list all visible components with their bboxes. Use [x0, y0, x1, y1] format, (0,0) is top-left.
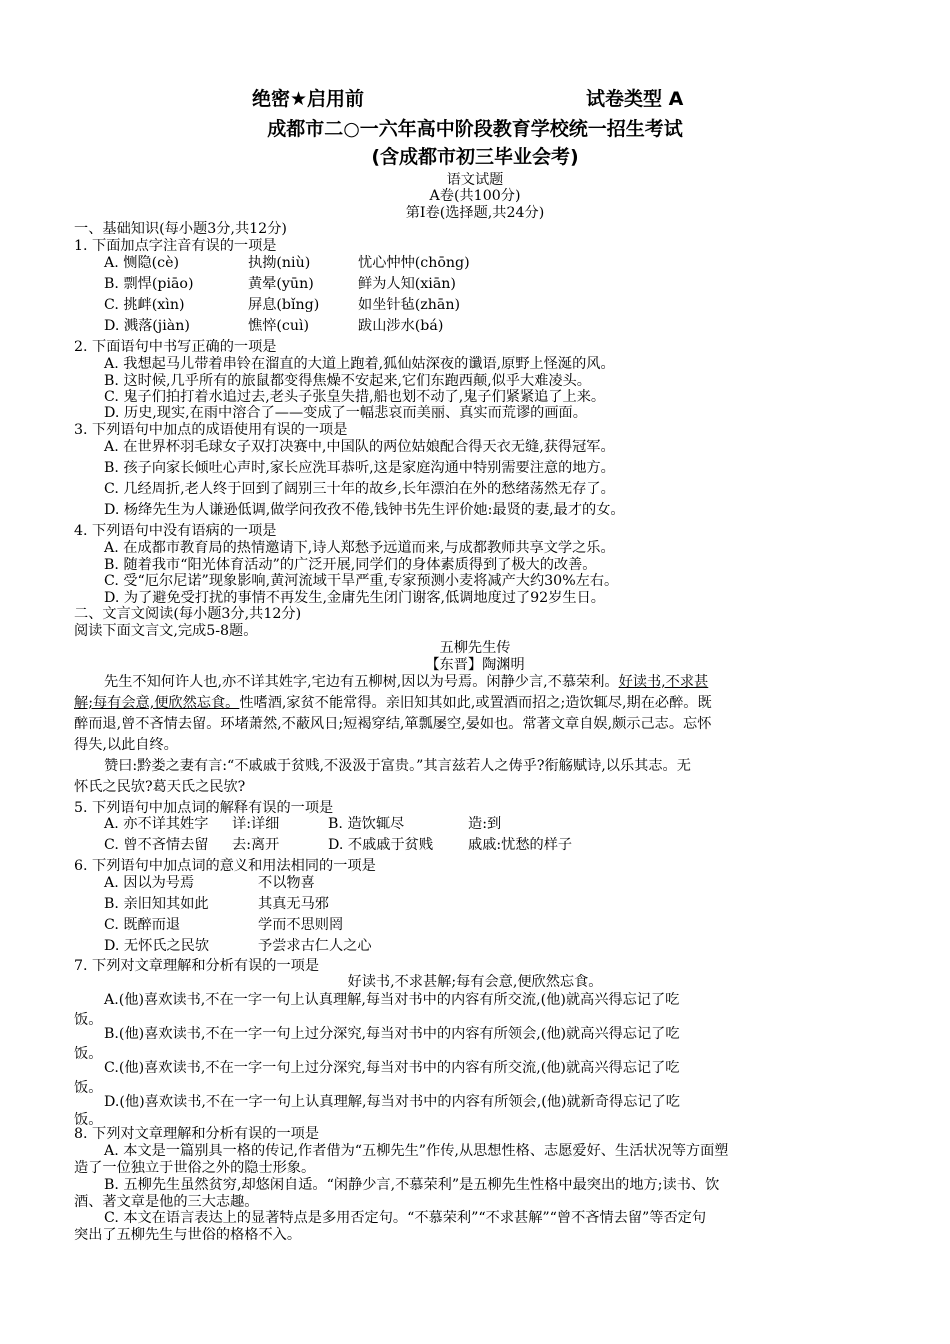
q1-option-row: A. 恻隐(cè) 执拗(niù) 忧心忡忡(chōng): [104, 255, 470, 271]
q2-option-d: D. 历史,现实,在雨中溶合了——变成了一幅悲哀而美丽、真实而荒谬的画面。: [104, 405, 587, 421]
q4-stem: 4. 下列语句中没有语病的一项是: [74, 523, 277, 539]
q8-option-c-cont: 突出了五柳先生与世俗的格格不入。: [74, 1227, 302, 1243]
passage-paragraph-1-cont: 解;每有会意,便欣然忘食。性嗜酒,家贫不能常得。亲旧知其如此,或置酒而招之;造饮辄尽,期在必醉。既: [74, 695, 712, 711]
q7-option-c-cont: 饭。: [74, 1080, 103, 1096]
q8-option-a: A. 本文是一篇别具一格的传记,作者借为“五柳先生”作传,从思想性格、志愿爱好、生活状况等方面塑: [104, 1143, 729, 1159]
part-1-label: 第Ⅰ卷(选择题,共24分): [405, 205, 545, 221]
exam-title: 成都市二○一六年高中阶段教育学校统一招生考试: [267, 118, 683, 140]
q4-option-d: D. 为了避免受打扰的事情不再发生,金庸先生闭门谢客,低调地度过了92岁生日。: [104, 590, 605, 606]
section-1-heading: 一、基础知识(每小题3分,共12分): [74, 221, 287, 237]
q3-option-a: A. 在世界杯羽毛球女子双打决赛中,中国队的两位姑娘配合得天衣无缝,获得冠军。: [104, 439, 615, 455]
passage-author: 【东晋】陶渊明: [425, 657, 525, 673]
passage-paragraph-2: 赞曰:黔娄之妻有言:“不戚戚于贫贱,不汲汲于富贵。”其言兹若人之俦乎?衔觞赋诗,以乐其志。无: [104, 758, 691, 774]
q7-option-b: B.(他)喜欢读书,不在一字一句上过分深究,每当对书中的内容有所领会,(他)就高兴得忘记了吃: [104, 1026, 680, 1042]
q2-stem: 2. 下面语句中书写正确的一项是: [74, 339, 277, 355]
passage-paragraph-1-cont: 醉而退,曾不吝情去留。环堵萧然,不蔽风日;短褐穿结,箪瓢屡空,晏如也。常著文章自娱,颇示己志。忘怀: [74, 716, 712, 732]
q6-option-a: A. 因以为号焉 不以物喜: [104, 875, 315, 891]
q7-stem: 7. 下列对文章理解和分析有误的一项是: [74, 958, 320, 974]
q7-quote: 好读书,不求甚解;每有会意,便欣然忘食。: [347, 974, 603, 990]
passage-paragraph-1-cont: 得失,以此自终。: [74, 737, 178, 753]
exam-subtitle: (含成都市初三毕业会考): [371, 146, 579, 168]
section-2-instruction: 阅读下面文言文,完成5-8题。: [74, 623, 258, 639]
q6-option-b: B. 亲旧知其如此 其真无马邪: [104, 896, 329, 912]
q5-stem: 5. 下列语句中加点词的解释有误的一项是: [74, 800, 334, 816]
q3-option-d: D. 杨绛先生为人谦逊低调,做学问孜孜不倦,钱钟书先生评价她:最贤的妻,最才的女。: [104, 502, 625, 518]
q2-option-c: C. 鬼子们拍打着水追过去,老头子张皇失措,船也划不动了,鬼子们紧紧追了上来。: [104, 389, 606, 405]
passage-title: 五柳先生传: [439, 640, 511, 656]
volume-a-label: A卷(共100分): [429, 188, 521, 204]
q2-option-a: A. 我想起马儿带着串铃在溜直的大道上跑着,狐仙姑深夜的谶语,原野上怪涎的风。: [104, 356, 615, 372]
q5-option-row: A. 亦不详其姓字 详:详细 B. 造饮辄尽 造:到: [104, 816, 502, 832]
q4-option-b: B. 随着我市“阳光体育活动”的广泛开展,同学们的身体素质得到了极大的改善。: [104, 557, 597, 573]
q4-option-a: A. 在成都市教育局的热情邀请下,诗人郑愁予远道而来,与成都教师共享文学之乐。: [104, 540, 615, 556]
confidential-label: 绝密★启用前: [252, 88, 365, 110]
q8-option-b: B. 五柳先生虽然贫穷,却悠闲自适。“闲静少言,不慕荣利”是五柳先生性格中最突出的地方;读书、饮: [104, 1177, 720, 1193]
q8-stem: 8. 下列对文章理解和分析有误的一项是: [74, 1126, 320, 1142]
passage-paragraph-2-cont: 怀氏之民欤?葛天氏之民欤?: [74, 779, 246, 795]
q7-option-a: A.(他)喜欢读书,不在一字一句上认真理解,每当对书中的内容有所交流,(他)就高兴得忘记了吃: [104, 992, 680, 1008]
q1-option-row: D. 溅落(jiàn) 憔悴(cuì) 跋山涉水(bá): [104, 318, 444, 334]
q3-stem: 3. 下列语句中加点的成语使用有误的一项是: [74, 422, 348, 438]
section-2-heading: 二、文言文阅读(每小题3分,共12分): [74, 606, 302, 622]
q8-option-a-cont: 造了一位独立于世俗之外的隐士形象。: [74, 1160, 316, 1176]
q7-option-d: D.(他)喜欢读书,不在一字一句上认真理解,每当对书中的内容有所领会,(他)就新奇得忘记了吃: [104, 1094, 680, 1110]
exam-type-label: 试卷类型 A: [586, 88, 684, 110]
q1-option-row: B. 剽悍(piāo) 黄晕(yūn) 鲜为人知(xiān): [104, 276, 456, 292]
q2-option-b: B. 这时候,几乎所有的旅鼠都变得焦燥不安起来,它们东跑西颠,似乎大难凌头。: [104, 373, 591, 389]
q3-option-b: B. 孩子向家长倾吐心声时,家长应洗耳恭听,这是家庭沟通中特别需要注意的地方。: [104, 460, 615, 476]
q1-option-row: C. 挑衅(xìn) 屏息(bǐng) 如坐针毡(zhān): [104, 297, 461, 313]
q5-option-row: C. 曾不吝情去留 去:离开 D. 不戚戚于贫贱 戚戚:忧愁的样子: [104, 837, 573, 853]
passage-paragraph-1: 先生不知何许人也,亦不详其姓字,宅边有五柳树,因以为号焉。闲静少言,不慕荣利。好读书,不求甚: [104, 674, 709, 690]
subject-label: 语文试题: [446, 172, 504, 188]
q4-option-c: C. 受“厄尔尼诺”现象影响,黄河流域干旱严重,专家预测小麦将减产大约30%左右。: [104, 573, 619, 589]
q7-option-d-cont: 饭。: [74, 1112, 103, 1128]
q8-option-b-cont: 酒、著文章是他的三大志趣。: [74, 1194, 259, 1210]
q3-option-c: C. 几经周折,老人终于回到了阔别三十年的故乡,长年漂泊在外的愁绪荡然无存了。: [104, 481, 615, 497]
q1-stem: 1. 下面加点字注音有误的一项是: [74, 238, 277, 254]
q6-option-c: C. 既醉而退 学而不思则罔: [104, 917, 344, 933]
q7-option-a-cont: 饭。: [74, 1012, 103, 1028]
q8-option-c: C. 本文在语言表达上的显著特点是多用否定句。“不慕荣利”“不求甚解”“曾不吝情去留”等否定句: [104, 1210, 707, 1226]
q6-option-d: D. 无怀氏之民欤 予尝求古仁人之心: [104, 938, 372, 954]
q7-option-b-cont: 饭。: [74, 1046, 103, 1062]
q6-stem: 6. 下列语句中加点词的意义和用法相同的一项是: [74, 858, 376, 874]
q7-option-c: C.(他)喜欢读书,不在一字一句上过分深究,每当对书中的内容有所交流,(他)就高兴得忘记了吃: [104, 1060, 680, 1076]
